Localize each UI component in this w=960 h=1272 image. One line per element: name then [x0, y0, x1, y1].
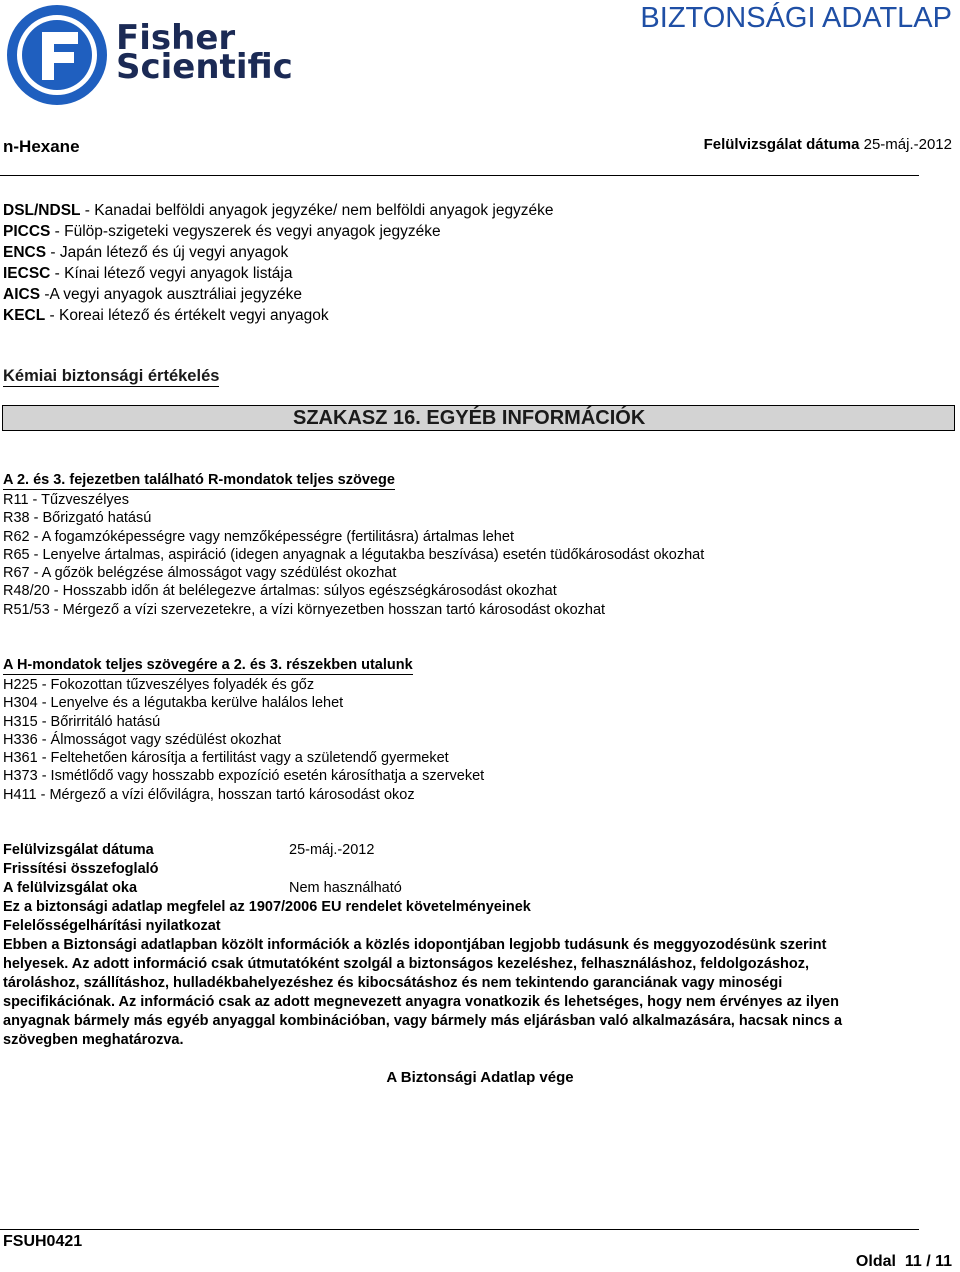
- section-16-title: SZAKASZ 16. EGYÉB INFORMÁCIÓK: [293, 407, 646, 429]
- revision-date-value: 25-máj.-2012: [289, 842, 375, 858]
- update-summary-label: Frissítési összefoglaló: [3, 861, 159, 877]
- abbreviation-text: - Kínai létező vegyi anyagok listája: [50, 265, 293, 282]
- page-label: Oldal: [855, 1253, 896, 1270]
- company-logo: [4, 2, 293, 108]
- header-revision-value: 25-máj.-2012: [863, 136, 952, 153]
- h-phrase-item: H225 - Fokozottan tűzveszélyes folyadék és gőz: [3, 677, 315, 693]
- abbreviation-list: [3, 200, 554, 326]
- h-phrase-item: H315 - Bőrirritáló hatású: [3, 713, 161, 730]
- abbreviation-item: [3, 221, 554, 242]
- logo-line-2: Scientific: [116, 47, 293, 87]
- h-phrase-item: H373 - Ismétlődő vagy hosszabb expozíció esetén károsíthatja a szerveket: [3, 768, 485, 785]
- abbreviation-code: IECSC: [3, 265, 51, 282]
- disclaimer-text: [3, 936, 943, 1050]
- r-phrase-item: R38 - Bőrizgató hatású: [3, 510, 152, 527]
- abbreviation-code: DSL/NDSL: [3, 202, 81, 219]
- fisher-logo-icon: [4, 2, 110, 108]
- abbreviation-item: [3, 263, 554, 284]
- r-phrases-heading: A 2. és 3. fejezetben található R-mondatok teljes szövege: [3, 472, 395, 488]
- document-title: BIZTONSÁGI ADATLAP: [640, 2, 952, 34]
- page-value: 11 / 11: [904, 1253, 952, 1270]
- r-phrase-item: R65 - Lenyelve ártalmas, aspiráció (idegen anyagnak a légutakba beszívása) esetén tüdőkárosodást okozhat: [3, 546, 705, 563]
- abbreviation-text: -A vegyi anyagok ausztráliai jegyzéke: [40, 286, 302, 303]
- r-phrase-item: R51/53 - Mérgező a vízi szervezetekre, a vízi környezetben hosszan tartó károsodást okozhat: [3, 601, 606, 618]
- abbreviation-code: ENCS: [3, 244, 47, 261]
- abbreviation-text: - Kanadai belföldi anyagok jegyzéke/ nem belföldi anyagok jegyzéke: [80, 202, 554, 219]
- header-divider: [0, 175, 919, 176]
- revision-date-row: [3, 841, 943, 860]
- end-of-sds: A Biztonsági Adatlap vége: [386, 1069, 574, 1086]
- disclaimer-line: specifikációnak. Az információ csak az adott megnevezett anyagra vonatkozik és lehetséges, hogy nem érvényes az ilyen: [3, 994, 839, 1010]
- product-name: n-Hexane: [3, 137, 80, 156]
- disclaimer-line: tároláshoz, szállításhoz, hulladékbahelyezéshez és kibocsátáshoz és nem tekintendo garanciának vagy minoségi: [3, 975, 783, 991]
- h-phrase-item: H361 - Feltehetően károsítja a fertilitást vagy a születendő gyermeket: [3, 750, 449, 767]
- r-phrase-item: R11 - Tűzveszélyes: [3, 492, 129, 508]
- abbreviation-item: [3, 242, 554, 263]
- disclaimer-line: szövegben meghatározva.: [3, 1032, 184, 1048]
- logo-wordmark: [116, 18, 293, 87]
- header-revision-date: [704, 136, 952, 153]
- compliance-statement: Ez a biztonsági adatlap megfelel az 1907/2006 EU rendelet követelményeinek: [3, 899, 531, 915]
- header-revision-label: Felülvizsgálat dátuma: [703, 136, 860, 153]
- disclaimer-line: anyagnak bármely más egyéb anyaggal kombinációban, vagy bármely más eljárásban való alkalmazására, hacsak nincs a: [3, 1013, 843, 1029]
- section-16-bar: [2, 405, 955, 431]
- h-phrases-heading: A H-mondatok teljes szövegére a 2. és 3. részekben utalunk: [3, 657, 413, 673]
- revision-reason-row: [3, 879, 943, 898]
- disclaimer-line: Ebben a Biztonsági adatlapban közölt információk a közlés idopontjában legjobb tudásunk és meggyozodésünk szerint: [3, 937, 827, 953]
- h-phrase-item: H336 - Álmosságot vagy szédülést okozhat: [3, 731, 282, 748]
- h-phrase-item: H304 - Lenyelve és a légutakba kerülve halálos lehet: [3, 695, 344, 712]
- abbreviation-item: [3, 284, 554, 305]
- footer-divider: [0, 1229, 919, 1230]
- document-id: FSUH0421: [3, 1233, 83, 1250]
- abbreviation-code: PICCS: [3, 223, 51, 240]
- revision-date-label: Felülvizsgálat dátuma: [3, 842, 154, 858]
- revision-reason-value: Nem használható: [289, 880, 402, 896]
- chemical-safety-heading: Kémiai biztonsági értékelés: [3, 367, 220, 385]
- h-phrase-item: H411 - Mérgező a vízi élővilágra, hosszan tartó károsodást okoz: [3, 786, 415, 803]
- disclaimer-line: helyesek. Az adott információ csak útmutatóként szolgál a biztonságos kezeléshez, felhasználáshoz, feldolgozáshoz,: [3, 956, 810, 972]
- abbreviation-code: AICS: [3, 286, 41, 303]
- logo-line-1: Fisher: [116, 18, 236, 58]
- abbreviation-item: [3, 305, 554, 326]
- abbreviation-code: KECL: [3, 307, 46, 324]
- r-phrase-item: R67 - A gőzök belégzése álmosságot vagy szédülést okozhat: [3, 565, 397, 582]
- revision-info: [3, 841, 943, 1050]
- abbreviation-text: - Japán létező és új vegyi anyagok: [46, 244, 289, 261]
- r-phrase-item: R48/20 - Hosszabb időn át belélegezve ártalmas: súlyos egészségkárosodást okozhat: [3, 583, 557, 600]
- abbreviation-text: - Koreai létező és értékelt vegyi anyagok: [45, 307, 329, 324]
- r-phrases-block: [3, 471, 704, 619]
- h-phrases-block: [3, 656, 484, 804]
- disclaimer-title: Felelősségelhárítási nyilatkozat: [3, 918, 221, 934]
- page-number: [856, 1253, 952, 1271]
- r-phrase-item: R62 - A fogamzóképességre vagy nemzőképességre (fertilitásra) ártalmas lehet: [3, 528, 514, 545]
- revision-reason-label: A felülvizsgálat oka: [3, 880, 138, 896]
- abbreviation-text: - Fülöp-szigeteki vegyszerek és vegyi anyagok jegyzéke: [50, 223, 441, 240]
- abbreviation-item: [3, 200, 554, 221]
